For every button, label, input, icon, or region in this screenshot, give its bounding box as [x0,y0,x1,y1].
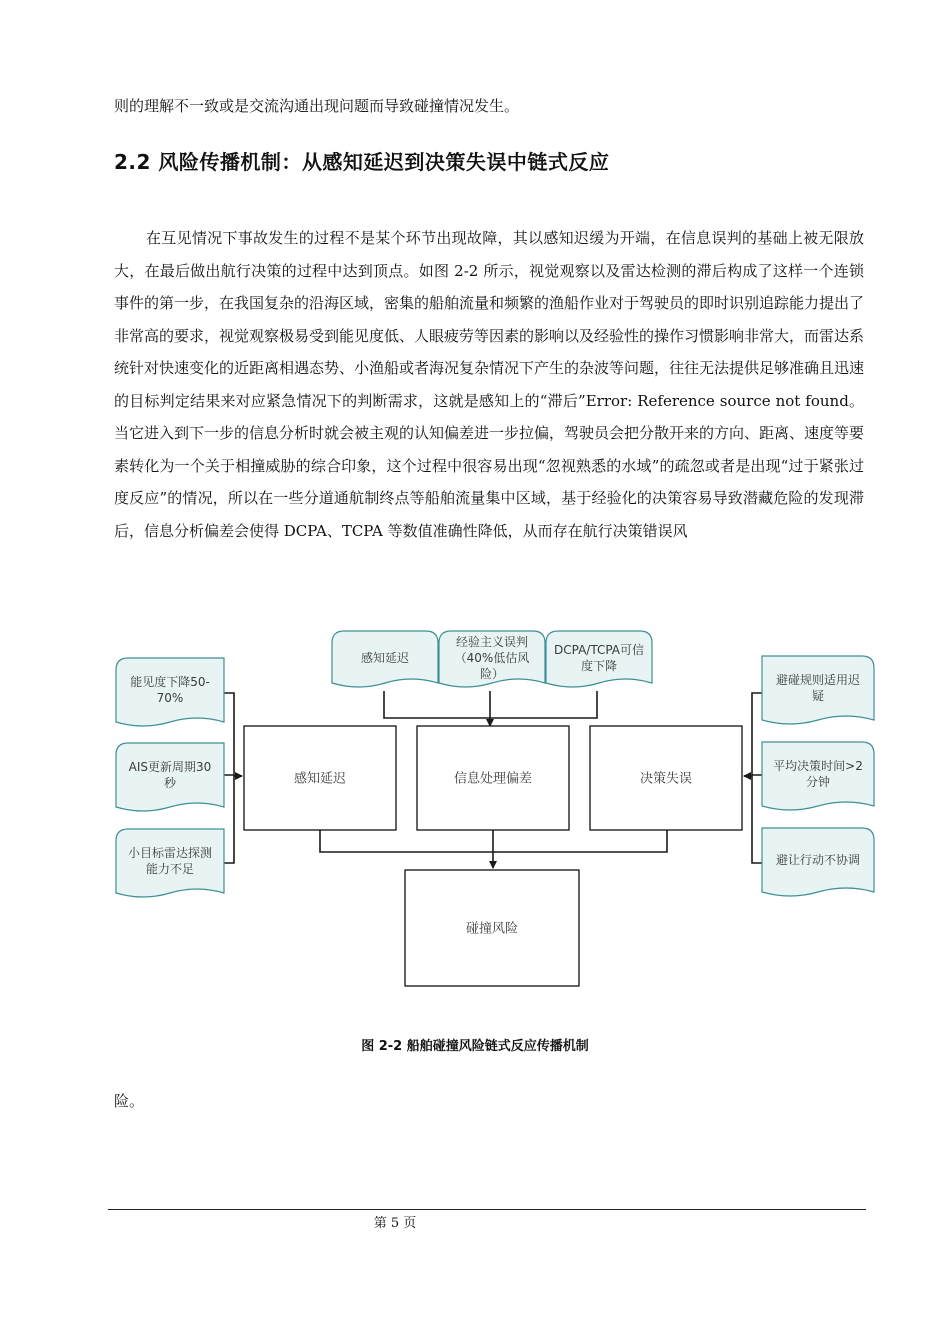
outcome-box [405,870,579,986]
diagram-label: 经验主义误判 [455,635,529,650]
diagram-label: 度下降 [580,659,618,674]
stage-box-3 [590,726,742,830]
diagram-label: 疑 [811,689,825,704]
diagram-label: 70% [156,691,184,706]
risk-chain-diagram [108,626,878,1016]
figure-caption: 图 2-2 船舶碰撞风险链式反应传播机制 [361,1039,589,1054]
left-factor-2 [116,743,224,811]
diagram-label: 信息处理偏差 [453,771,533,787]
diagram-label: 感知延迟 [360,651,410,666]
diagram-label: AIS更新周期30 [128,760,212,775]
diagram-label: 避碰规则适用迟 [775,673,861,688]
body-paragraph: 在互见情况下事故发生的过程不是某个环节出现故障，其以感知迟缓为开端，在信息误判的基础上被无限放大，在最后做出航行决策的过程中达到顶点。如图 2-2 所示，视觉观察以及雷达检测的滞后构成了这样一个连锁事件的第一步，在我国复杂的沿海区域，密集的船舶流量和频繁的渔船作业对于驾驶员的即时识别追踪能力提出了非常高的要求，视觉观察极易受到能见度低、人眼疲劳等因素的影响以及经验性的操作习惯影响非常大，而雷达系统针对快速变化的近距离相遇态势、小渔船或者海况复杂情况下产生的杂波等问题，往往无法提供足够准确且迅速的目标判定结果来对应紧急情况下的判断需求，这就是感知上的“滞后”Error: Reference source not found。当它进入到下一步的信息分析时就会被主观的认知偏差进一步拉偏，驾驶员会把分散开来的方向、距离、速度等要素转化为一个关于相撞威胁的综合印象，这个过程中很容易出现“忽视熟悉的水域”的疏忽或者是出现“过于紧张过度反应”的情况，所以在一些分道通航制终点等船舶流量集中区域，基于经验化的决策容易导致潜藏危险的发现滞后，信息分析偏差会使得 DCPA、TCPA 等数值准确性降低，从而存在航行决策错误风 [114,229,865,540]
right-factor-1 [762,656,874,724]
diagram-label: 平均决策时间>2 [773,759,863,774]
diagram-label: DCPA/TCPA可信 [553,643,645,658]
top-factor-3 [546,631,652,687]
top-factor-1 [332,631,438,687]
top-factor-2 [439,631,545,687]
diagram-label: 分钟 [805,775,831,790]
intro-line: 则的理解不一致或是交流沟通出现问题而导致碰撞情况发生。 [114,97,520,115]
left-factor-3 [116,829,224,897]
diagram-label: 能见度下降50- [130,675,210,690]
diagram-label: 能力不足 [145,862,195,877]
stage-box-1 [244,726,396,830]
diagram-label: 决策失误 [639,771,693,787]
diagram-label: 避让行动不协调 [775,853,861,868]
diagram-label: 秒 [163,776,177,791]
diagram-label: （40%低估风 [454,651,530,666]
right-factor-3 [762,828,874,896]
diagram-label: 险） [479,667,505,682]
right-factor-2 [762,742,874,810]
diagram-label: 感知延迟 [293,771,347,787]
footer-rule [108,1209,866,1210]
tail-text: 险。 [114,1092,145,1110]
page-number: 第 5 页 [373,1216,417,1231]
diagram-label: 碰撞风险 [465,921,519,937]
section-heading: 2.2 风险传播机制：从感知延迟到决策失误中链式反应 [114,150,610,174]
stage-box-2 [417,726,569,830]
diagram-label: 小目标雷达探测 [127,846,213,861]
left-factor-1 [116,658,224,726]
